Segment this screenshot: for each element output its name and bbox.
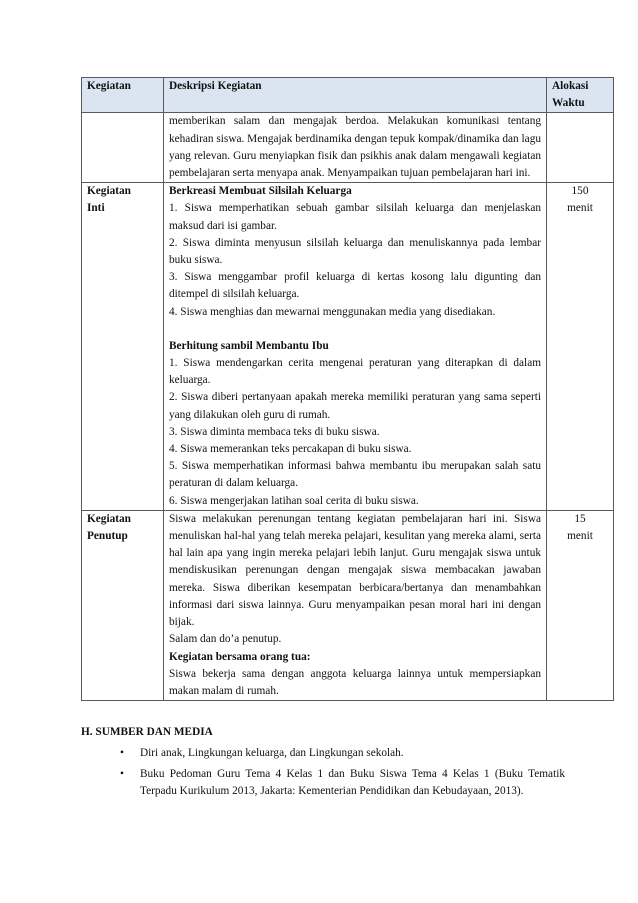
pendahuluan-time-empty: [547, 113, 614, 183]
inti-step: 2. Siswa diminta menyusun silsilah keluarga dan menuliskannya pada lembar buku siswa.: [169, 236, 541, 267]
section-sumber-media: [81, 724, 565, 804]
inti-step: 1. Siswa mendengarkan cerita mengenai peraturan yang diterapkan di dalam keluarga.: [169, 357, 541, 387]
inti-step: 4. Siswa memerankan teks percakapan di buku siswa.: [169, 443, 412, 456]
inti-step: 2. Siswa diberi pertanyaan apakah mereka memiliki peraturan yang sama seperti yang dilakukan oleh guru di rumah.: [169, 391, 541, 421]
header-alokasi-line2: Waktu: [552, 97, 585, 110]
penutup-time-unit: menit: [567, 530, 593, 543]
paragraph-spacer: [169, 321, 541, 338]
row-label-empty: [82, 113, 164, 183]
inti-description: [164, 183, 547, 511]
list-item: [81, 766, 565, 801]
inti-label-line1: Kegiatan: [87, 185, 131, 198]
table-row-inti: [82, 183, 614, 511]
penutup-ortu-title: Kegiatan bersama orang tua:: [169, 650, 311, 663]
penutup-ortu-text: Siswa bekerja sama dengan anggota keluarga lainnya untuk mempersiapkan makan malam di rumah.: [169, 667, 541, 697]
list-item: [81, 745, 565, 763]
header-deskripsi: Deskripsi Kegiatan: [164, 78, 547, 113]
inti-step: 5. Siswa memperhatikan informasi bahwa membantu ibu merupakan salah satu peraturan di dalam keluarga.: [169, 460, 541, 490]
activity-table: [81, 77, 614, 701]
penutup-label-line1: Kegiatan: [87, 512, 131, 525]
inti-time-unit: menit: [567, 202, 593, 215]
table-row-penutup: [82, 510, 614, 700]
penutup-paragraph: Siswa melakukan perenungan tentang kegiatan pembelajaran hari ini. Siswa menuliskan hal-hal yang telah mereka pelajari, kesulitan yang mereka alami, serta hal lain apa yang ingin mereka pelajari lebih lanjut. Guru mengajak siswa untuk mendiskusikan perenungan dengan mengajak siswa membacakan jawaban mereka. Siswa diberikan kesempatan berbicara/bertanya dan menambahkan informasi dari siswa lainnya. Guru menyampaikan pesan moral hari ini dengan bijak.: [169, 512, 541, 629]
inti-label-line2: Inti: [87, 202, 105, 215]
pendahuluan-text: memberikan salam dan mengajak berdoa. Melakukan komunikasi tentang kehadiran siswa. Mengajak berdinamika dengan tepuk kompak/dinamika dan lagu yang relevan. Guru menyiapkan fisik dan psikhis anak dalam mengawali kegiatan pembelajaran serta menyapa anak. Menyampaikan tujuan pembelajaran hari ini.: [169, 115, 541, 180]
penutup-label-line2: Penutup: [87, 530, 128, 543]
inti-subtitle-berhitung: Berhitung sambil Membantu Ibu: [169, 339, 329, 352]
table-header-row: [82, 78, 614, 113]
penutup-time: [547, 510, 614, 700]
inti-step: 3. Siswa menggambar profil keluarga di kertas kosong lalu digunting dan ditempel di silsilah keluarga.: [169, 271, 541, 301]
bullet-icon: •: [120, 767, 124, 780]
inti-time-value: 150: [571, 185, 589, 198]
row-label-inti: [82, 183, 164, 511]
inti-step: 4. Siswa menghias dan mewarnai menggunakan media yang disediakan.: [169, 305, 496, 318]
section-title: H. SUMBER DAN MEDIA: [81, 726, 213, 738]
source-list: [81, 745, 565, 801]
inti-step: 1. Siswa memperhatikan sebuah gambar silsilah keluarga dan menjelaskan maksud dari isi gambar.: [169, 202, 541, 232]
penutup-description: [164, 510, 547, 700]
penutup-time-value: 15: [574, 512, 586, 525]
header-kegiatan: Kegiatan: [82, 78, 164, 113]
header-alokasi-line1: Alokasi: [552, 80, 589, 92]
row-label-penutup: [82, 510, 164, 700]
penutup-paragraph: Salam dan do’a penutup.: [169, 633, 282, 646]
table-row-pendahuluan-continued: [82, 113, 614, 183]
list-item-text: Buku Pedoman Guru Tema 4 Kelas 1 dan Buku Siswa Tema 4 Kelas 1 (Buku Tematik Terpadu Kurikulum 2013, Jakarta: Kementerian Pendidikan dan Kebudayaan, 2013).: [140, 767, 565, 797]
header-alokasi-waktu: [547, 78, 614, 113]
inti-time: [547, 183, 614, 511]
pendahuluan-description: [164, 113, 547, 183]
inti-step: 3. Siswa diminta membaca teks di buku siswa.: [169, 425, 380, 438]
inti-subtitle-silsilah: Berkreasi Membuat Silsilah Keluarga: [169, 185, 352, 198]
list-item-text: Diri anak, Lingkungan keluarga, dan Lingkungan sekolah.: [140, 747, 404, 759]
bullet-icon: •: [120, 747, 124, 759]
inti-step: 6. Siswa mengerjakan latihan soal cerita di buku siswa.: [169, 494, 419, 507]
